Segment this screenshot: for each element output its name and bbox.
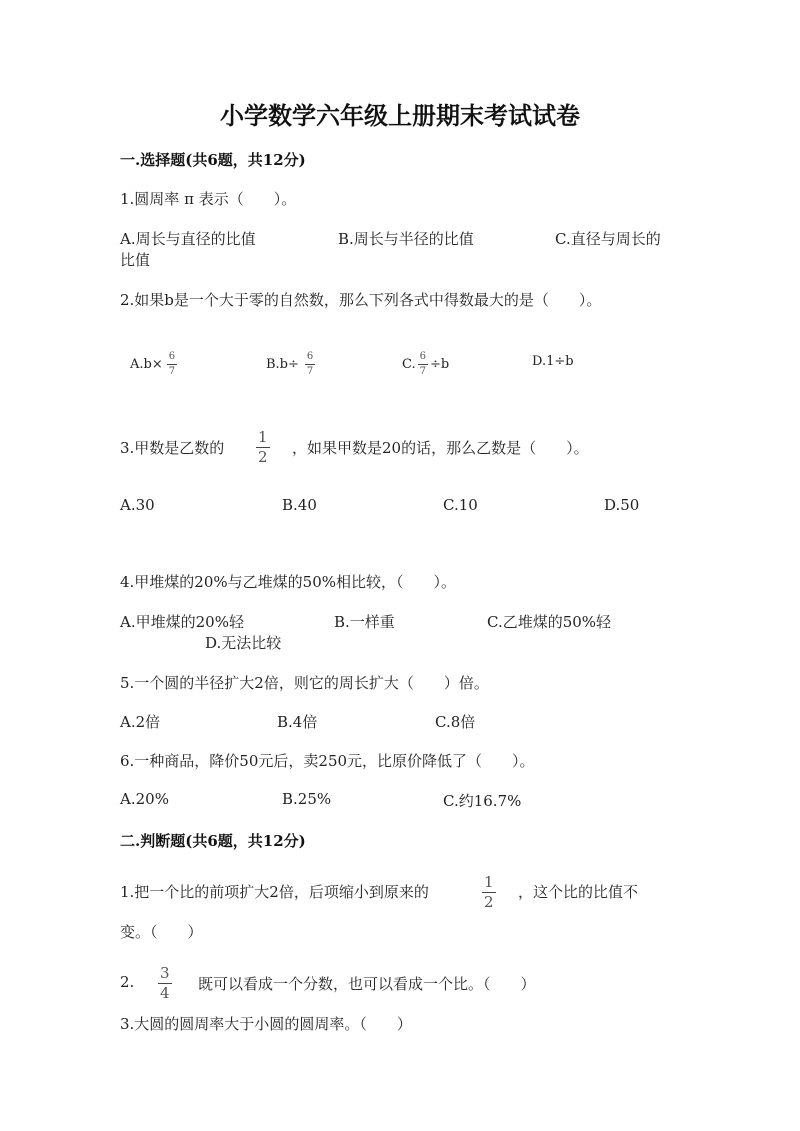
fraction-denominator: 2 <box>484 893 494 911</box>
judgment-2-fraction <box>158 966 172 1001</box>
fraction-numerator: 1 <box>484 873 494 891</box>
fraction-denominator: 7 <box>168 366 176 377</box>
judgment-1-text-end: ，这个比的比值不 <box>518 883 639 901</box>
question-1-3-option-b: B.40 <box>282 496 317 514</box>
judgment-1-text-start: 1.把一个比的前项扩大2倍，后项缩小到原来的 <box>120 883 429 901</box>
fraction-denominator: 7 <box>419 366 426 377</box>
question-1-4-option-a: A.甲堆煤的20%轻 <box>120 613 244 631</box>
question-1-6-option-a: A.20% <box>120 790 169 808</box>
question-1-3-option-d: D.50 <box>604 496 640 514</box>
question-1-5-text: 5.一个圆的半径扩大2倍，则它的周长扩大（ ）倍。 <box>120 674 489 692</box>
fraction-numerator: 6 <box>305 352 315 365</box>
question-1-4-option-c: C.乙堆煤的50%轻 <box>487 613 612 631</box>
section-1-heading: 一.选择题(共6题，共12分) <box>120 151 306 169</box>
judgment-2-number: 2. <box>120 973 135 991</box>
question-1-5-option-c: C.8倍 <box>435 713 476 731</box>
question-1-2-option-a <box>130 352 177 377</box>
question-1-1-option-a: A.周长与直径的比值 <box>120 230 256 248</box>
judgment-2-text: 既可以看成一个分数，也可以看成一个比。（ ） <box>198 975 536 993</box>
section-2-heading: 二.判断题(共6题，共12分) <box>120 832 306 850</box>
fraction-6-7 <box>418 352 428 377</box>
option-a-prefix: A.b× <box>130 357 163 372</box>
question-1-6-option-b: B.25% <box>282 790 332 808</box>
fraction-6-7 <box>167 352 177 377</box>
question-1-3-option-c: C.10 <box>443 496 478 514</box>
question-1-1-option-c-continued: 比值 <box>120 251 151 269</box>
fraction-denominator: 4 <box>160 984 170 1002</box>
fraction-numerator: 1 <box>258 428 268 446</box>
question-1-4-option-b: B.一样重 <box>334 613 395 631</box>
question-1-3-fraction <box>256 430 270 465</box>
option-c-suffix: ÷b <box>430 357 450 372</box>
question-1-2-option-c <box>402 352 449 377</box>
question-1-2-text: 2.如果b是一个大于零的自然数，那么下列各式中得数最大的是（ ）。 <box>120 291 602 309</box>
question-1-6-text: 6.一种商品，降价50元后，卖250元，比原价降低了（ ）。 <box>120 752 535 770</box>
judgment-1-text-continued: 变。（ ） <box>120 923 203 941</box>
question-1-4-text: 4.甲堆煤的20%与乙堆煤的50%相比较，（ ）。 <box>120 573 456 591</box>
question-1-1-option-c: C.直径与周长的 <box>555 230 661 248</box>
question-1-3-option-a: A.30 <box>120 496 155 514</box>
question-1-6-option-c: C.约16.7% <box>443 792 522 810</box>
question-1-2-option-b <box>266 352 315 377</box>
question-1-3-text-start: 3.甲数是乙数的 <box>120 439 225 457</box>
judgment-3-text: 3.大圆的圆周率大于小圆的圆周率。（ ） <box>120 1015 412 1033</box>
fraction-numerator: 6 <box>418 352 428 365</box>
fraction-numerator: 3 <box>160 964 170 982</box>
question-1-1-option-b: B.周长与半径的比值 <box>338 230 474 248</box>
fraction-numerator: 6 <box>167 352 177 365</box>
fraction-denominator: 2 <box>258 448 268 466</box>
question-1-2-option-d: D.1÷b <box>532 354 574 369</box>
option-c-prefix: C. <box>402 357 416 372</box>
fraction-6-7 <box>305 352 315 377</box>
option-b-prefix: B.b÷ <box>266 357 299 372</box>
judgment-1-fraction <box>482 875 496 910</box>
question-1-3-text-end: ，如果甲数是20的话，那么乙数是（ ）。 <box>292 439 589 457</box>
exam-title: 小学数学六年级上册期末考试试卷 <box>220 101 580 130</box>
question-1-1-text: 1.圆周率 π 表示（ ）。 <box>120 190 297 208</box>
question-1-4-option-d: D.无法比较 <box>205 634 282 652</box>
question-1-5-option-b: B.4倍 <box>277 713 318 731</box>
fraction-denominator: 7 <box>306 366 314 377</box>
question-1-5-option-a: A.2倍 <box>120 713 161 731</box>
